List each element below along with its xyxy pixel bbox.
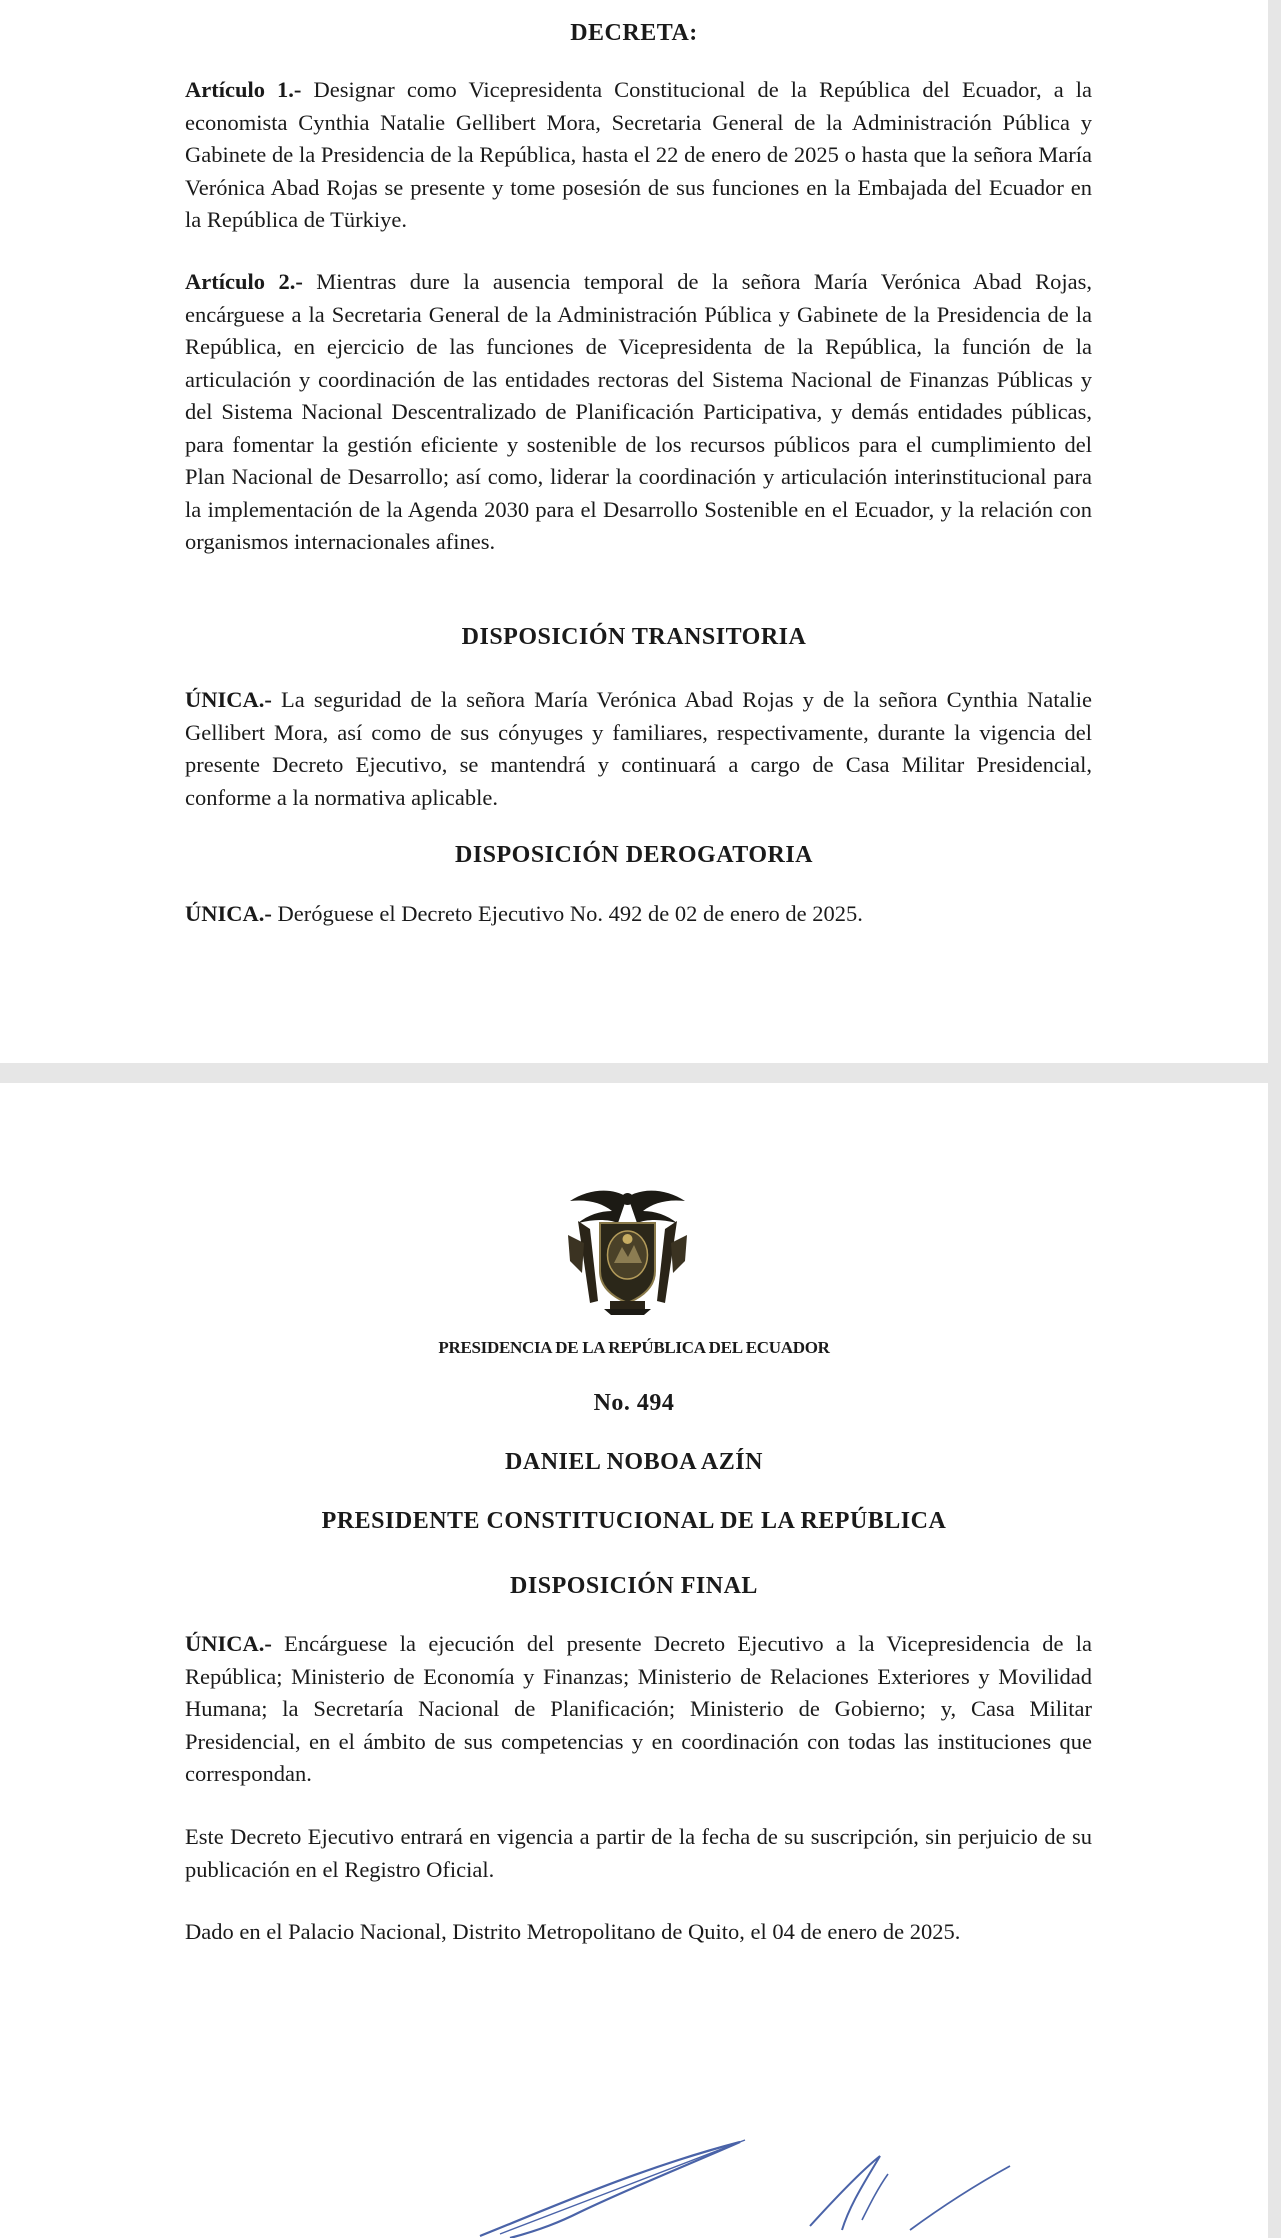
transitoria-paragraph bbox=[185, 684, 1092, 814]
final-heading: DISPOSICIÓN FINAL bbox=[510, 1573, 758, 1599]
derogatoria-text: Deróguese el Decreto Ejecutivo No. 492 de 02 de enero de 2025. bbox=[271, 901, 863, 926]
institution-name: PRESIDENCIA DE LA REPÚBLICA DEL ECUADOR bbox=[438, 1338, 830, 1357]
derogatoria-lead: ÚNICA.- bbox=[185, 901, 272, 926]
handwritten-signature-icon bbox=[470, 2108, 1030, 2238]
articulo-1-lead: Artículo 1.- bbox=[185, 77, 302, 102]
vigencia-paragraph: Este Decreto Ejecutivo entrará en vigencia a partir de la fecha de su suscripción, sin perjuicio de su publicación en el Registro Oficial. bbox=[185, 1824, 1092, 1882]
articulo-2-lead: Artículo 2.- bbox=[185, 269, 303, 294]
dado-paragraph: Dado en el Palacio Nacional, Distrito Metropolitano de Quito, el 04 de enero de 2025. bbox=[185, 1919, 961, 1944]
president-name: DANIEL NOBOA AZÍN bbox=[505, 1449, 763, 1475]
articulo-2-text: Mientras dure la ausencia temporal de la señora María Verónica Abad Rojas, encárguese a la Secretaria General de la Administración Pública y Gabinete de la Presidencia de la República, en ejercicio de las funciones de Vicepresidenta de la República, la función de la articulación y coordinación de las entidades rectoras del Sistema Nacional de Finanzas Públicas y del Sistema Nacional Descentralizado de Planificación Participativa, y demás entidades públicas, para fomentar la gestión eficiente y sostenible de los recursos públicos para el cumplimiento del Plan Nacional de Desarrollo; así como, liderar la coordinación y articulación interinstitucional para la implementación de la Agenda 2030 para el Desarrollo Sostenible en el Ecuador, y la relación con organismos internacionales afines. bbox=[185, 269, 1092, 554]
transitoria-heading: DISPOSICIÓN TRANSITORIA bbox=[461, 624, 807, 650]
articulo-1 bbox=[185, 74, 1092, 237]
decreta-heading: DECRETA: bbox=[570, 20, 698, 46]
derogatoria-paragraph bbox=[185, 898, 1092, 931]
decree-number: No. 494 bbox=[593, 1390, 675, 1416]
final-lead: ÚNICA.- bbox=[185, 1631, 272, 1656]
derogatoria-heading: DISPOSICIÓN DEROGATORIA bbox=[454, 842, 813, 868]
articulo-2 bbox=[185, 266, 1092, 559]
president-title: PRESIDENTE CONSTITUCIONAL DE LA REPÚBLICA bbox=[321, 1508, 947, 1534]
transitoria-lead: ÚNICA.- bbox=[185, 687, 272, 712]
final-text: Encárguese la ejecución del presente Decreto Ejecutivo a la Vicepresidencia de la República; Ministerio de Economía y Finanzas; Ministerio de Relaciones Exteriores y Movilidad Humana; la Secretaría Nacional de Planificación; Ministerio de Gobierno; y, Casa Militar Presidencial, en el ámbito de sus competencias y en coordinación con todas las instituciones que correspondan. bbox=[185, 1631, 1092, 1786]
document-page-2 bbox=[0, 1083, 1268, 2238]
document-page-1 bbox=[0, 0, 1268, 1063]
final-paragraph bbox=[185, 1628, 1092, 1791]
transitoria-text: La seguridad de la señora María Verónica Abad Rojas y de la señora Cynthia Natalie Gellibert Mora, así como de sus cónyuges y familiares, respectivamente, durante la vigencia del presente Decreto Ejecutivo, se mantendrá y continuará a cargo de Casa Militar Presidencial, conforme a la normativa aplicable. bbox=[185, 687, 1092, 810]
coat-of-arms-icon bbox=[560, 1183, 695, 1318]
articulo-1-text: Designar como Vicepresidenta Constitucional de la República del Ecuador, a la economista Cynthia Natalie Gellibert Mora, Secretaria General de la Administración Pública y Gabinete de la Presidencia de la República, hasta el 22 de enero de 2025 o hasta que la señora María Verónica Abad Rojas se presente y tome posesión de sus funciones en la Embajada del Ecuador en la República de Türkiye. bbox=[185, 77, 1093, 232]
